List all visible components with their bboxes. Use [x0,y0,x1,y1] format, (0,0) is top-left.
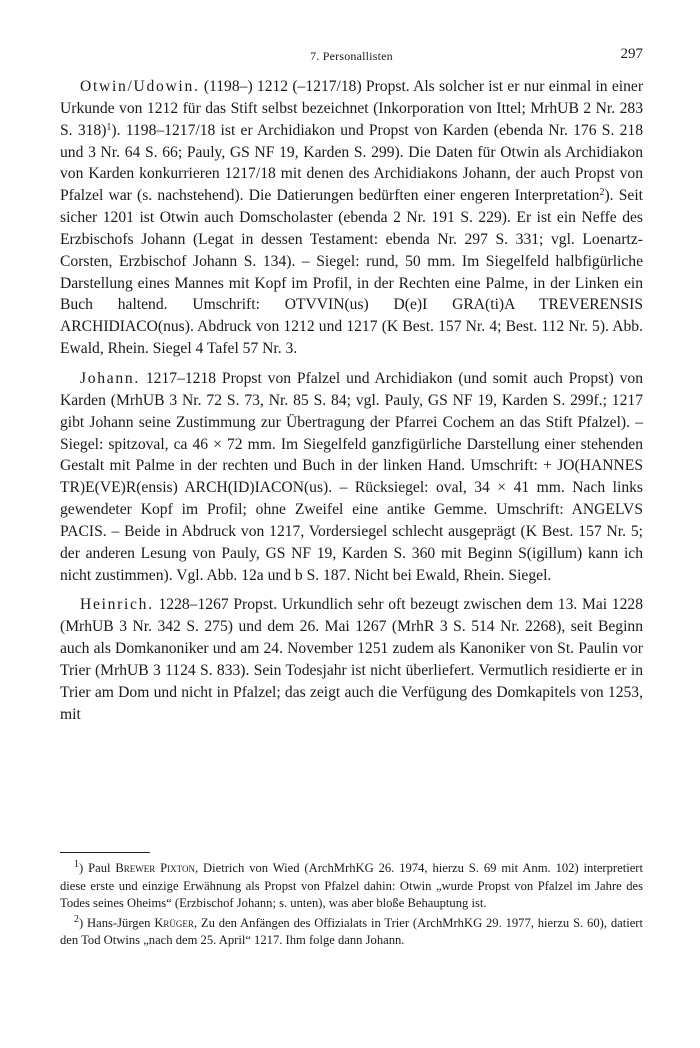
running-title: 7. Personallisten [310,49,393,63]
entry-name: Johann. [80,369,140,387]
footnote-text: , Dietrich von Wied (ArchMrhKG 26. 1974, hierzu S. 69 mit Anm. 102) interpretiert diese erste und einzige Erwähnung als Propst von Pfalzel dahin: Otwin „wurde Propst von Pfalzel im Jahre des Todes seines Oheims“ (Erzbischof Johann; s. unten), was aber bloße Behauptung ist. [60,861,643,911]
entry-text: ). 1198–1217/18 ist er Archidiakon und Propst von Karden (ebenda Nr. 176 S. 218 und 3 Nr. 64 S. 66; Pauly, GS NF 19, Karden S. 299). Die Daten für Otwin als Archidiakon von Karden konkurrieren 1217/18 mit denen des Archidiakons Johann, der auch Propst von Pfalzel war (s. nachstehend). Die Datierungen bedürften einer engeren Interpretation [60,121,643,205]
footnote-author-first: Paul [88,861,111,875]
footnote-marker: 1 [74,859,79,870]
footnote-author: Brewer Pixton [115,861,196,875]
entry-otwin [60,76,643,360]
footnote-2: $^2$) Hans-Jürgen Krüger, Zu den Anfängen des Offizialats in Trier (ArchMrhKG 29. 1977, hierzu S. 60), datiert den Tod Otwins „nach dem 25. April“ 1217. Ihm folge dann Johann. [60,913,643,948]
footnote-text: , Zu den Anfängen des Offizialats in Trier (ArchMrhKG 29. 1977, hierzu S. 60), datiert den Tod Otwins „nach dem 25. April“ 1217. Ihm folge dann Johann. [60,915,643,948]
footnote-author-first: Hans-Jürgen [87,915,151,930]
footnote-ref[interactable]: 1 [106,121,112,133]
footnote-1: $^1$) Paul Brewer Pixton, Dietrich von Wied (ArchMrhKG 26. 1974, hierzu S. 69 mit Anm. 102) interpretiert diese erste und einzige Erwähnung als Propst von Pfalzel dahin: Otwin „wurde Propst von Pfalzel im Jahre des Todes seines Oheims“ (Erzbischof Johann; s. unten), was aber bloße Behauptung ist. [60,859,643,911]
footnote-divider [60,852,150,853]
footnote-marker: 2 [74,913,79,925]
entry-text: ). Seit sicher 1201 ist Otwin auch Domscholaster (ebenda 2 Nr. 191 S. 229). Er ist ein Neffe des Erzbischofs Johann (Legat in dessen Testament: ebenda Nr. 297 S. 331; vgl. Loenartz-Corsten, Erzbischof Johann S. 134). – Siegel: rund, 50 mm. Im Siegelfeld halbfigürliche Darstellung eines Mannes mit Kopf im Profil, in der Rechten eine Palme, in der Linken ein Buch haltend. Umschrift: OTVVIN(us) D(e)I GRA(ti)A TREVERENSIS ARCHIDIACO(nus). Abdruck von 1212 und 1217 (K Best. 157 Nr. 4; Best. 112 Nr. 5). Abb. Ewald, Rhein. Siegel 4 Tafel 57 Nr. 3. [60,187,643,358]
body-text [60,76,643,733]
entry-johann [60,368,643,586]
entry-name: Otwin/Udowin. [80,78,200,95]
entry-text: 1217–1218 Propst von Pfalzel und Archidiakon (und somit auch Propst) von Karden (MrhUB 3 Nr. 72 S. 73, Nr. 85 S. 84; vgl. Pauly, GS NF 19, Karden S. 299f.; 1217 gibt Johann seine Zustimmung zur Übertragung der Pfarrei Cochem an das Stift Pfalzel). – Siegel: spitzoval, ca 46 × 72 mm. Im Siegelfeld ganzfigürliche Darstellung einer stehenden Gestalt mit Palme in der rechten und Buch in der linken Hand. Umschrift: + JO(HANNES TR)E(VE)R(ensis) ARCH(ID)IACON(us). – Rücksiegel: oval, 34 × 41 mm. Nach links gewendeter Kopf im Profil; ohne Zweifel eine antike Gemme. Umschrift: ANGELVS PACIS. – Beide in Abdruck von 1217, Vordersiegel schlecht ausgeprägt (K Best. 157 Nr. 5; der anderen Lesung von Pauly, GS NF 19, Karden S. 360 mit Beginn S(igillum) kann ich nicht zustimmen). Vgl. Abb. 12a und b S. 187. Nicht bei Ewald, Rhein. Siegel. [60,369,643,584]
entry-heinrich [60,594,643,725]
entry-text: 1228–1267 Propst. Urkundlich sehr oft bezeugt zwischen dem 13. Mai 1228 (MrhUB 3 Nr. 342 S. 275) und dem 26. Mai 1267 (MrhR 3 S. 514 Nr. 2268), seit Beginn auch als Domkanoniker und am 24. November 1251 zudem als Kanoniker von St. Paulin vor Trier (MrhUB 3 1124 S. 833). Sein Todesjahr ist nicht überliefert. Vermutlich residierte er in Trier am Dom und nicht in Pfalzel; das zeigt auch die Verfügung des Domkapitels von 1253, mit [60,596,643,723]
running-header [60,46,643,66]
footnote-ref[interactable]: 2 [599,187,605,199]
footnotes [60,860,643,952]
entry-name: Heinrich. [80,596,154,614]
entry-text: (1198–) 1212 (–1217/18) Propst. Als solcher ist er nur einmal in einer Urkunde von 1212 für das Stift selbst bezeichnet (Inkorporation von Ittel; MrhUB 2 Nr. 283 S. 318) [60,78,644,139]
page-number: 297 [620,46,643,62]
footnote-author: Krüger [154,915,194,930]
